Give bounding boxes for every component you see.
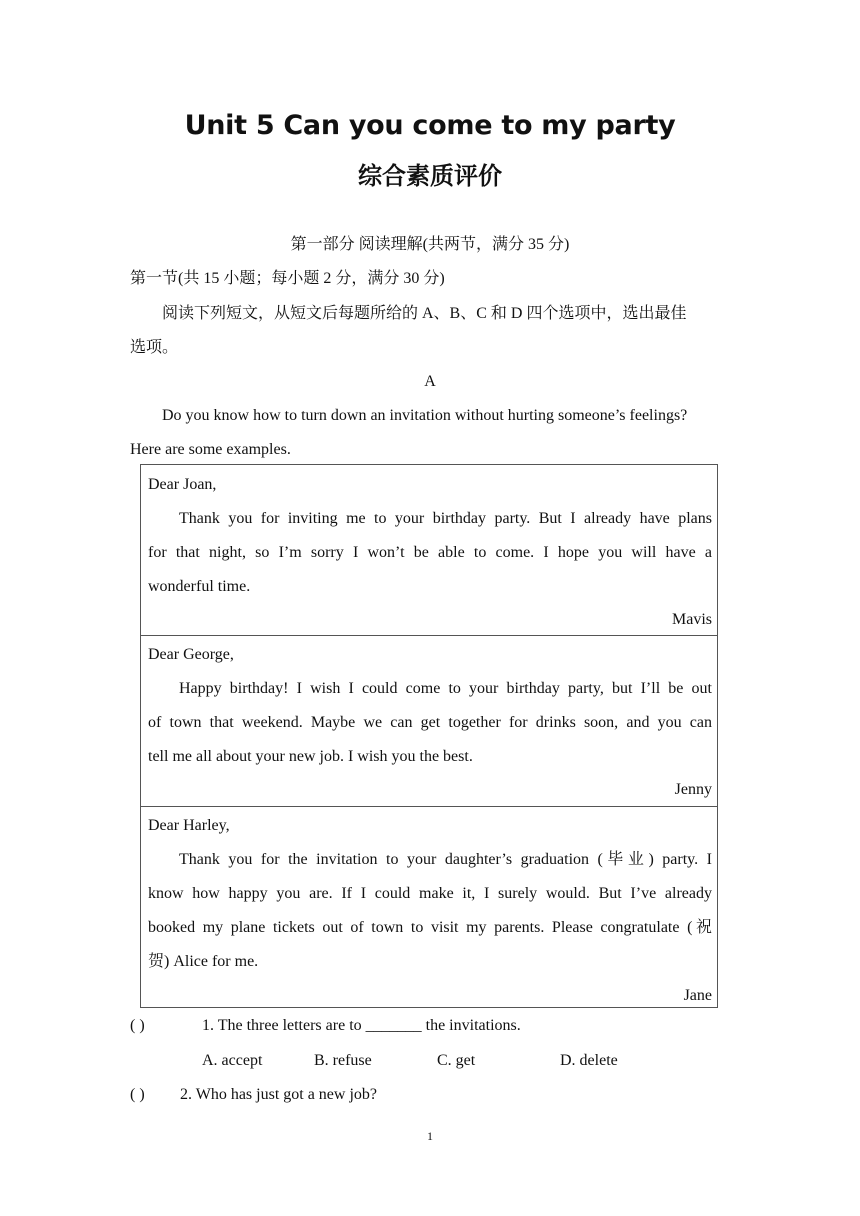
letters-table — [140, 464, 718, 1008]
instruction-line-1: 阅读下列短文，从短文后每题所给的 A、B、C 和 D 四个选项中，选出最佳 — [162, 305, 687, 322]
section-heading: 第一节(共 15 小题；每小题 2 分，满分 30 分) — [130, 270, 445, 287]
page-number: 1 — [427, 1129, 433, 1143]
question-2-paren[interactable]: ( ) — [130, 1086, 145, 1103]
option-b[interactable]: B. refuse — [314, 1052, 372, 1069]
letter-mavis — [141, 465, 717, 635]
question-1-text: 1. The three letters are to _______ the invitations. — [202, 1017, 521, 1034]
letter-line: Thank you for inviting me to your birthday party. But I already have plans — [179, 510, 712, 527]
letter-line: wonderful time. — [148, 578, 251, 595]
option-a[interactable]: A. accept — [202, 1052, 263, 1069]
letter-jenny — [141, 635, 717, 806]
part-heading: 第一部分 阅读理解(共两节，满分 35 分) — [290, 236, 570, 253]
question-2-text: 2. Who has just got a new job? — [180, 1086, 378, 1103]
letter-signature: Mavis — [672, 611, 712, 628]
letter-line: of town that weekend. Maybe we can get together for drinks soon, and you can — [148, 714, 712, 731]
intro-line-1: Do you know how to turn down an invitation without hurting someone’s feelings? — [162, 407, 688, 424]
letter-greeting: Dear George, — [148, 646, 234, 663]
intro-line-2: Here are some examples. — [130, 441, 291, 458]
letter-signature: Jane — [683, 987, 712, 1004]
letter-line: tell me all about your new job. I wish you the best. — [148, 748, 473, 765]
letter-line: Thank you for the invitation to your daughter’s graduation (毕业) party. I — [179, 851, 712, 868]
option-d[interactable]: D. delete — [560, 1052, 618, 1069]
letter-jane — [141, 806, 717, 1009]
document-title: Unit 5 Can you come to my party — [184, 110, 676, 141]
letter-line: know how happy you are. If I could make it, I surely would. But I’ve already — [148, 885, 712, 902]
instruction-line-2: 选项。 — [130, 339, 179, 356]
letter-line: 贺) Alice for me. — [148, 953, 259, 970]
letter-signature: Jenny — [674, 781, 712, 798]
letter-greeting: Dear Joan, — [148, 476, 217, 493]
option-c[interactable]: C. get — [437, 1052, 476, 1069]
letter-line: Happy birthday! I wish I could come to your birthday party, but I’ll be out — [179, 680, 712, 697]
document-subtitle: 综合素质评价 — [358, 162, 502, 190]
letter-line: for that night, so I’m sorry I won’t be able to come. I hope you will have a — [148, 544, 712, 561]
question-1-paren[interactable]: ( ) — [130, 1017, 145, 1034]
letter-line: booked my plane tickets out of town to visit my parents. Please congratulate (祝 — [148, 919, 712, 936]
passage-label: A — [424, 373, 436, 390]
letter-greeting: Dear Harley, — [148, 817, 230, 834]
